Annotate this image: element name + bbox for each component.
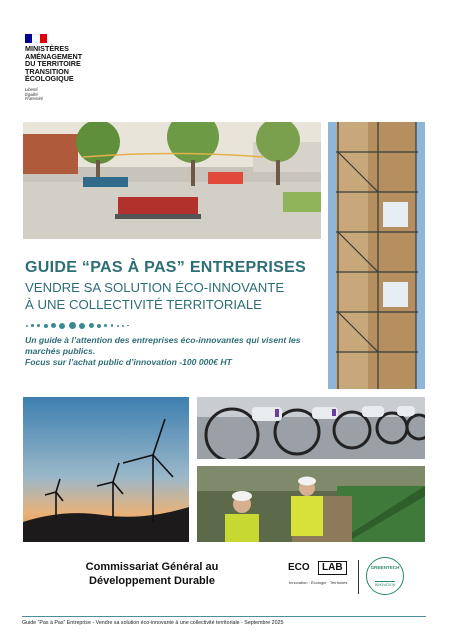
ecolab-tagline: Innovation · Écologie · Territoires (289, 580, 348, 585)
shared-bicycles-photo (197, 397, 425, 459)
guide-title: GUIDE “PAS À PAS” ENTREPRISES (25, 259, 307, 276)
footer-rule (22, 616, 426, 617)
logo-separator (358, 560, 359, 594)
recycling-workers-photo (197, 466, 425, 542)
greentech-sublabel: INNOVATION (374, 583, 396, 587)
publisher-line-1: Commissariat Général au (85, 561, 219, 573)
ecolab-logo-lab: LAB (318, 561, 347, 575)
dotted-divider (26, 322, 129, 329)
ministry-name: MINISTÈRES AMÉNAGEMENT DU TERRITOIRE TRANSITION ÉCOLOGIQUE (25, 44, 83, 84)
publisher-line-2: Développement Durable (89, 575, 215, 587)
scaffolding-building-photo (328, 122, 425, 389)
subtitle-line-2: À UNE COLLECTIVITÉ TERRITORIALE (25, 297, 262, 312)
wind-turbines-sunset-photo (23, 397, 189, 542)
ecolab-logo-eco: ECO (288, 562, 310, 573)
greentech-innovation-logo (366, 557, 404, 595)
greentech-emblem-icon (375, 571, 395, 582)
publisher-name (72, 560, 232, 588)
greentech-label: GREENTECH (370, 565, 400, 570)
playground-photo (23, 122, 321, 239)
lead-text-1: Un guide à l’attention des entreprises éco-innovantes qui visent les marchés publics. (25, 335, 301, 357)
lead-text-2: Focus sur l’achat public d’innovation -100 000€ HT (25, 357, 232, 368)
subtitle-line-1: VENDRE SA SOLUTION ÉCO-INNOVANTE (25, 280, 285, 295)
republic-motto: Liberté Égalité Fraternité (25, 87, 43, 102)
guide-lead (25, 335, 325, 369)
guide-subtitle (25, 279, 325, 313)
page-footer: Guide “Pas à Pas” Entreprise - Vendre sa solution éco-innovante à une collectivité territoriale - Septembre 2025 (22, 620, 284, 626)
french-flag-icon (25, 34, 47, 43)
